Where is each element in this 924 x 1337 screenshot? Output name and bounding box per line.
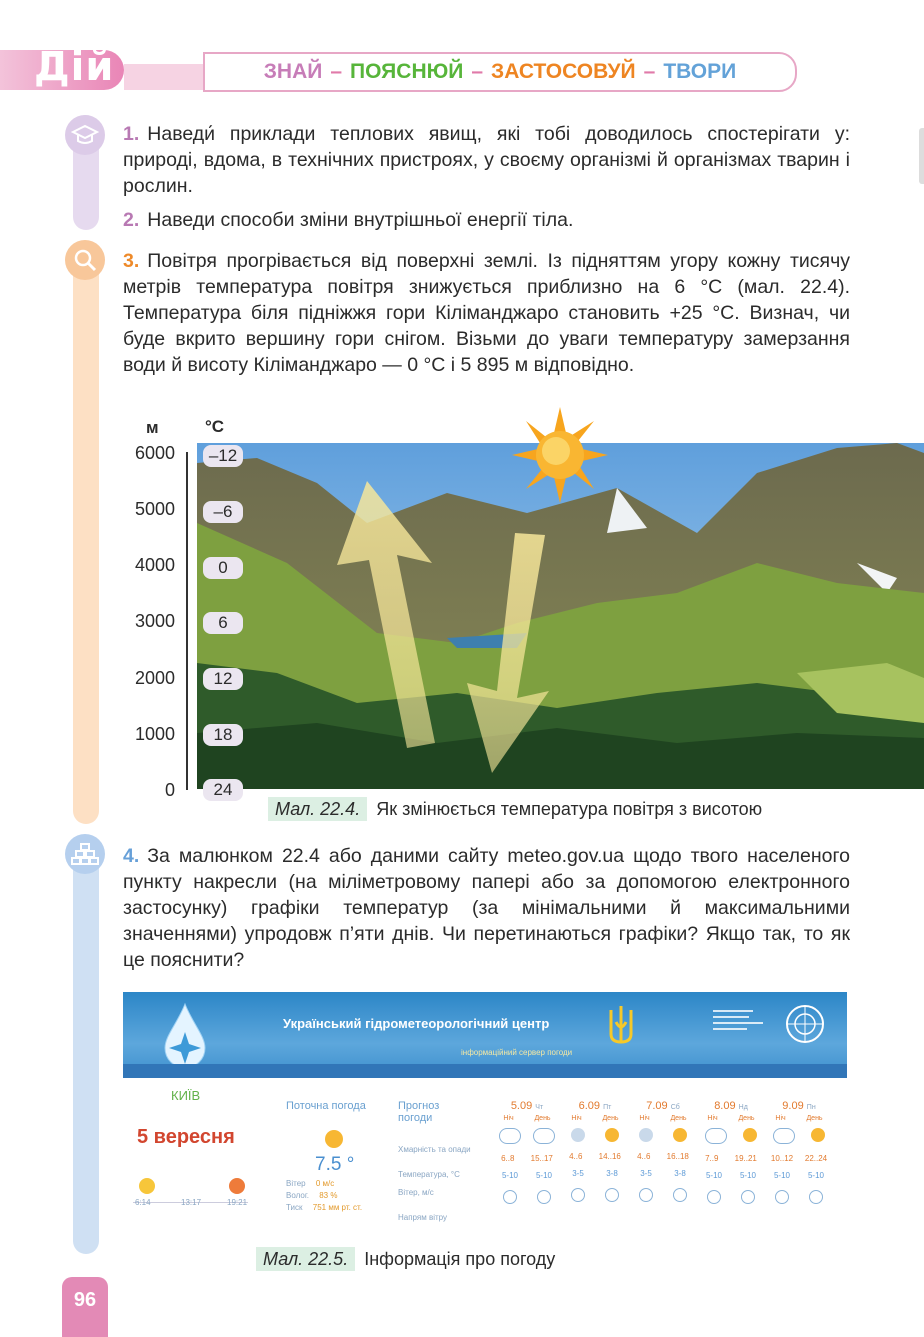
cloud-icon [499, 1128, 521, 1144]
temperature-tick: 24 [203, 779, 243, 801]
section-label: Дій [34, 44, 115, 90]
altitude-tick: 6000 [134, 443, 175, 463]
weather-screenshot [123, 992, 847, 1228]
detail-value: 83 % [319, 1191, 338, 1200]
sunrise-icon [139, 1178, 155, 1194]
task-number: 4. [123, 845, 140, 867]
wind-direction-icon [605, 1188, 619, 1202]
row-label-wind-direction: Напрям вітру [398, 1213, 448, 1222]
sun-small-icon [673, 1128, 687, 1142]
task-number: 2. [123, 209, 140, 231]
temperature-unit: °С [205, 417, 225, 436]
night-label: Ніч [639, 1115, 650, 1122]
detail-label: Вітер [286, 1179, 306, 1188]
temperature-tick: –6 [203, 501, 243, 523]
altitude-axis [186, 452, 188, 790]
night-label: Ніч [707, 1115, 718, 1122]
wind-direction-icon [537, 1190, 551, 1204]
row-label-temperature: Температура, °С [398, 1170, 460, 1179]
task-number: 1. [123, 123, 140, 145]
page-number: 96 [62, 1277, 108, 1337]
temperature-tick: 12 [203, 668, 243, 690]
wind-direction-icon [571, 1188, 585, 1202]
sun-small-icon [811, 1128, 825, 1142]
task-4 [123, 843, 850, 973]
detail-value: 0 м/с [315, 1179, 335, 1188]
cloud-icon [773, 1128, 795, 1144]
forecast-day [697, 1100, 765, 1204]
slogan-separator: – [471, 60, 484, 83]
day-date: 9.09 [782, 1100, 804, 1112]
wind-direction-icon [775, 1190, 789, 1204]
sidebar-peach [73, 242, 99, 824]
altitude-tick: 1000 [134, 724, 175, 744]
detail-label: Тиск [286, 1203, 303, 1212]
city-name: КИЇВ [171, 1088, 201, 1103]
task-1 [123, 121, 850, 199]
sunrise-time: 6:14 [135, 1198, 151, 1207]
day-dow: Пн [806, 1104, 816, 1111]
day-wind: 3-8 [606, 1169, 618, 1178]
task-2 [123, 207, 850, 233]
wind-direction-icon [809, 1190, 823, 1204]
temperature-tick: 6 [203, 612, 243, 634]
slogan-word: ПОЯСНЮЙ [350, 60, 464, 83]
day-temp: 19..21 [734, 1154, 757, 1163]
day-wind: 5-10 [739, 1171, 756, 1180]
day-temp: 15..17 [530, 1154, 553, 1163]
altitude-tick: 0 [164, 780, 175, 800]
temperature-tick: –12 [203, 445, 243, 467]
blocks-icon [65, 834, 105, 874]
night-temp: 6..8 [501, 1154, 515, 1163]
forecast-day [561, 1100, 629, 1202]
wind-direction-icon [707, 1190, 721, 1204]
slogan-separator: – [330, 60, 343, 83]
task-text: Наведи способи зміни внутрішньої енергії тіла. [147, 209, 574, 231]
day-label: День [670, 1115, 687, 1122]
cloud-icon [533, 1128, 555, 1144]
day-date: 5.09 [510, 1100, 533, 1112]
current-weather-label: Поточна погода [286, 1100, 366, 1112]
wind-direction-icon [639, 1188, 653, 1202]
moon-icon [639, 1128, 653, 1142]
sunset-icon [229, 1178, 245, 1194]
day-wind: 5-10 [807, 1171, 824, 1180]
night-wind: 5-10 [501, 1171, 518, 1180]
night-wind: 3-5 [640, 1169, 652, 1178]
forecast-day [629, 1100, 697, 1202]
wind-direction-icon [673, 1188, 687, 1202]
day-wind: 3-8 [674, 1169, 686, 1178]
day-dow: Чт [535, 1104, 544, 1111]
night-label: Ніч [775, 1115, 786, 1122]
wmo-emblem-icon [783, 1002, 827, 1046]
trident-icon [607, 1002, 635, 1052]
header-band [124, 64, 204, 90]
day-dow: Сб [670, 1104, 680, 1111]
caption-label: Мал. 22.5. [256, 1247, 355, 1271]
water-drop-icon [163, 1002, 207, 1068]
magnifier-icon [65, 240, 105, 280]
altitude-tick: 5000 [134, 499, 175, 519]
current-sun-icon [325, 1130, 343, 1148]
wmo-text [713, 1006, 773, 1040]
row-label-clouds: Хмарність та опади [398, 1145, 471, 1154]
temperature-tick: 18 [203, 724, 243, 746]
day-wind: 5-10 [535, 1171, 552, 1180]
banner-nav-strip [123, 1064, 847, 1078]
banner-subtitle: інформаційний сервер погоди [461, 1048, 573, 1057]
detail-value: 751 мм рт. ст. [312, 1203, 363, 1212]
slogan-word: ЗАСТОСОВУЙ [491, 60, 636, 83]
day-temp: 16..18 [666, 1152, 689, 1161]
task-text: Повітря прогрівається від поверхні землі. Із підняттям угору кожну тисячу метрів температура повітря знижується приблизно на 6 °С (мал. 22.4). Температура біля підніжжя гори Кіліманджаро становить +25 °С. Визнач, чи буде вкрито вершину гори снігом. Візьми до уваги температуру замерзання води й висоту Кіліманджаро — 0 °С і 5 895 м відповідно. [123, 250, 850, 376]
day-date: 8.09 [714, 1100, 736, 1112]
night-wind: 5-10 [773, 1171, 790, 1180]
task-text: За малюнком 22.4 або даними сайту meteo.gov.ua щодо твого населеного пункту накресли (на міліметровому папері або за допомогою електронного застосунку) графіки температур (за мінімальними й максимальними значеннями) упродовж п’яти днів. Чи перетинаються графіки? Якщо так, то як це пояснити? [123, 845, 850, 971]
caption-text: Інформація про погоду [364, 1249, 556, 1269]
sidebar-blue [73, 838, 99, 1254]
day-label: День [534, 1115, 551, 1122]
task-3 [123, 248, 850, 378]
slogan-separator: – [643, 60, 656, 83]
sun-small-icon [743, 1128, 757, 1142]
night-temp: 10..12 [770, 1154, 794, 1163]
night-label: Ніч [571, 1115, 582, 1122]
header-slogan [203, 52, 797, 92]
cloud-icon [705, 1128, 727, 1144]
altitude-tick: 2000 [134, 668, 175, 688]
day-dow: Пт [603, 1104, 612, 1111]
sunset-time: 19:21 [227, 1198, 248, 1207]
caption-label: Мал. 22.4. [268, 797, 367, 821]
night-label: Ніч [503, 1115, 514, 1122]
daylength-time: 13:17 [181, 1198, 202, 1207]
row-label-wind: Вітер, м/с [398, 1188, 434, 1197]
night-wind: 3-5 [572, 1169, 584, 1178]
figure-caption [268, 799, 762, 820]
weather-banner [123, 992, 847, 1078]
task-number: 3. [123, 250, 140, 272]
task-text: Наведи́ приклади теплових явищ, які тобі доводилось спостерігати у: природі, вдома, в технічних пристроях, у своєму організмі й організмах тварин і рослин. [123, 123, 850, 197]
altitude-unit: м [146, 418, 159, 437]
graduation-cap-icon [65, 115, 105, 155]
altitude-tick: 3000 [134, 611, 175, 631]
day-temp: 14..16 [598, 1152, 621, 1161]
night-temp: 7..9 [705, 1154, 719, 1163]
night-temp: 4..6 [569, 1152, 583, 1161]
caption-text: Як змінюється температура повітря з висотою [376, 799, 763, 819]
day-date: 7.09 [646, 1100, 668, 1112]
sun-icon [510, 405, 610, 505]
wind-direction-icon [741, 1190, 755, 1204]
temperature-tick: 0 [203, 557, 243, 579]
chapter-tab [919, 128, 924, 184]
wind-direction-icon [503, 1190, 517, 1204]
day-label: День [738, 1115, 755, 1122]
altitude-tick: 4000 [134, 555, 175, 575]
detail-label: Волог. [286, 1191, 309, 1200]
forecast-label: Прогноз погоди [398, 1100, 440, 1124]
banner-title: Український гідрометеорологічний центр [283, 1016, 550, 1031]
slogan-word: ЗНАЙ [263, 60, 323, 83]
forecast-day [493, 1100, 561, 1204]
current-details [286, 1178, 362, 1214]
current-date: 5 вересня [137, 1126, 235, 1148]
day-date: 6.09 [578, 1100, 601, 1112]
night-temp: 4..6 [637, 1152, 651, 1161]
day-label: День [806, 1115, 823, 1122]
day-temp: 22..24 [804, 1154, 828, 1163]
night-wind: 5-10 [705, 1171, 722, 1180]
day-label: День [602, 1115, 619, 1122]
slogan-word: ТВОРИ [663, 60, 737, 83]
moon-icon [571, 1128, 585, 1142]
figure-caption [256, 1249, 555, 1270]
forecast-day [765, 1100, 833, 1204]
current-temperature: 7.5 ° [315, 1154, 355, 1175]
day-dow: Нд [738, 1104, 748, 1111]
sun-small-icon [605, 1128, 619, 1142]
